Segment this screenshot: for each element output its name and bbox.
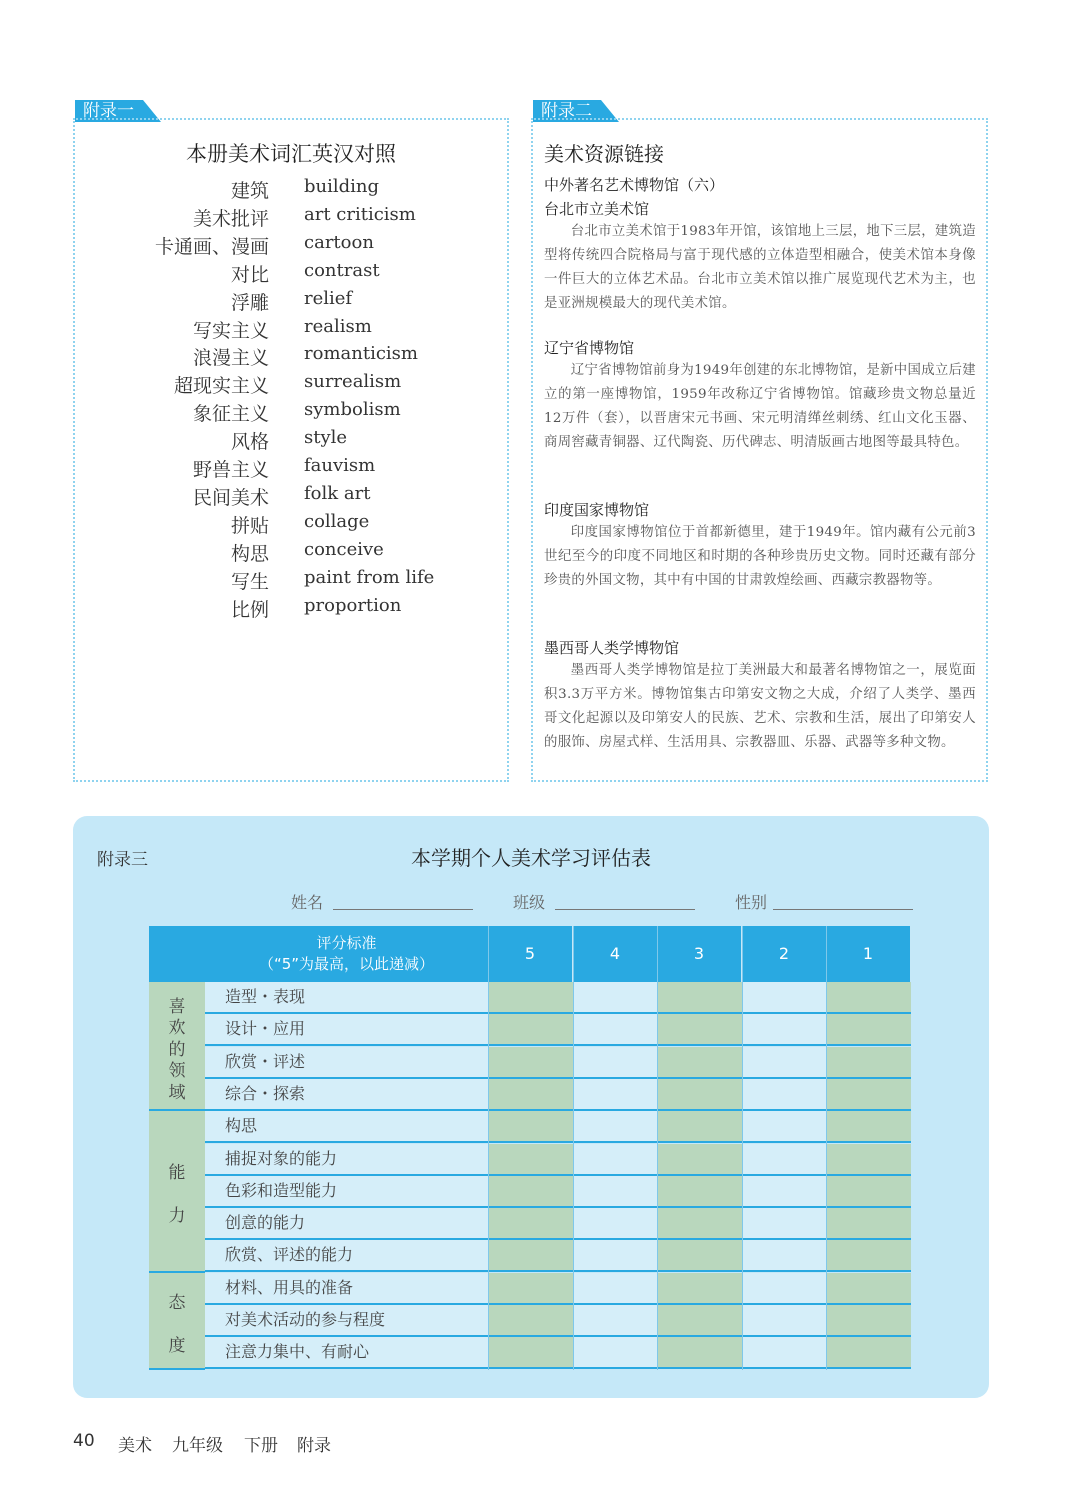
- category-label-char: 度: [168, 1335, 186, 1356]
- score-cell[interactable]: [573, 1079, 657, 1111]
- score-cell[interactable]: [826, 1014, 911, 1046]
- score-cell[interactable]: [826, 982, 911, 1014]
- vocab-chinese: 卡通画、漫画: [154, 235, 269, 258]
- class-label: 班级: [513, 893, 546, 912]
- appendix1-title: 本册美术词汇英汉对照: [186, 142, 396, 166]
- score-cell[interactable]: [742, 1047, 826, 1079]
- vocab-row: [75, 595, 507, 623]
- score-cell[interactable]: [742, 1337, 826, 1369]
- criterion-row: 构思: [205, 1111, 488, 1143]
- score-cell[interactable]: [826, 1240, 911, 1272]
- name-line[interactable]: [333, 909, 473, 910]
- vocab-chinese: 写实主义: [192, 319, 269, 342]
- column-divider: [742, 926, 743, 1370]
- vocab-row: [75, 288, 507, 316]
- score-cell[interactable]: [742, 1240, 826, 1272]
- vocab-row: [75, 567, 507, 595]
- score-cell[interactable]: [657, 1144, 742, 1176]
- score-cell[interactable]: [488, 1240, 573, 1272]
- score-cell[interactable]: [488, 1273, 573, 1305]
- footer-section: 附录: [297, 1436, 331, 1456]
- criterion-row: 对美术活动的参与程度: [205, 1305, 488, 1337]
- header-score-1: 1: [826, 926, 910, 982]
- header-criteria-line2: （“5”为最高，以此递减）: [258, 955, 435, 973]
- vocab-english: cartoon: [304, 231, 374, 253]
- vocab-chinese: 野兽主义: [192, 459, 269, 481]
- score-cell[interactable]: [573, 1144, 657, 1176]
- column-divider: [488, 926, 489, 1370]
- score-cell[interactable]: [742, 982, 826, 1014]
- score-cell[interactable]: [573, 1176, 657, 1208]
- page-number: 40: [73, 1431, 95, 1451]
- criterion-row: 捕捉对象的能力: [205, 1144, 488, 1176]
- vocab-english: proportion: [304, 594, 402, 616]
- vocab-chinese: 超现实主义: [173, 375, 269, 398]
- header-score-2: 2: [742, 926, 826, 982]
- vocab-chinese: 浪漫主义: [192, 347, 269, 370]
- vocab-row: [75, 232, 507, 260]
- appendix2-subtitle: 中外著名艺术博物馆（六）: [544, 176, 725, 194]
- category-label-char: 的: [168, 1039, 186, 1060]
- score-cell[interactable]: [826, 1273, 911, 1305]
- vocab-chinese: 象征主义: [192, 403, 269, 426]
- evaluation-table: [149, 926, 911, 1372]
- museum-description: 印度国家博物馆位于首都新德里，建于1949年。馆内藏有公元前3世纪至今的印度不同地区和时期的各种珍贵历史文物。同时还藏有部分珍贵的外国文物，其中有中国的甘肃敦煌绘画、西藏宗教器物等。: [544, 525, 976, 588]
- header-score-3: 3: [657, 926, 741, 982]
- category-label-char: 喜: [168, 996, 186, 1017]
- vocab-english: folk art: [304, 482, 371, 504]
- name-label: 姓名: [291, 893, 324, 912]
- museum-description: 墨西哥人类学博物馆是拉丁美洲最大和最著名博物馆之一，展览面积3.3万平方米。博物馆集古印第安文物之大成，介绍了人类学、墨西哥文化起源以及印第安人的民族、艺术、宗教和生活，展出了印第安人的服饰、房屋式样、生活用具、宗教器皿、乐器、武器等多种文物。: [544, 663, 976, 750]
- score-cell[interactable]: [742, 1111, 826, 1143]
- appendix2-title: 美术资源链接: [544, 142, 664, 166]
- score-cell[interactable]: [657, 1079, 742, 1111]
- appendix1-box: [73, 118, 509, 782]
- criterion-row: 欣赏・评述: [205, 1047, 488, 1079]
- score-cell[interactable]: [657, 1240, 742, 1272]
- criterion-row: 材料、用具的准备: [205, 1273, 488, 1305]
- score-cell[interactable]: [657, 1014, 742, 1046]
- vocab-row: [75, 371, 507, 399]
- score-cell[interactable]: [826, 1047, 911, 1079]
- category-label-char: 能: [168, 1163, 186, 1184]
- museum-name: 辽宁省博物馆: [544, 339, 635, 357]
- score-cell[interactable]: [573, 1208, 657, 1240]
- score-cell[interactable]: [488, 982, 573, 1014]
- gender-label: 性别: [735, 893, 768, 912]
- evaluation-panel: [73, 816, 989, 1398]
- score-cell[interactable]: [573, 1111, 657, 1143]
- score-cell[interactable]: [488, 1047, 573, 1079]
- vocab-row: [75, 511, 507, 539]
- appendix3-label: 附录三: [97, 850, 148, 870]
- criterion-row: 色彩和造型能力: [205, 1176, 488, 1208]
- score-cell[interactable]: [488, 1208, 573, 1240]
- vocab-english: conceive: [304, 538, 384, 560]
- vocab-row: [75, 399, 507, 427]
- header-corner: [149, 926, 205, 982]
- score-cell[interactable]: [657, 982, 742, 1014]
- vocab-chinese: 美术批评: [192, 207, 269, 230]
- appendix2-tab: 附录二: [533, 100, 601, 122]
- vocab-english: relief: [304, 287, 353, 309]
- vocab-english: paint from life: [304, 566, 435, 588]
- vocab-english: contrast: [304, 259, 380, 281]
- museum-description: 台北市立美术馆于1983年开馆，该馆地上三层，地下三层，建筑造型将传统四合院格局与富于现代感的立体造型相融合，使美术馆本身像一件巨大的立体艺术品。台北市立美术馆以推广展览现代艺术为主，也是亚洲规模最大的现代美术馆。: [544, 224, 976, 311]
- criterion-row: 设计・应用: [205, 1014, 488, 1046]
- category-label-char: 域: [168, 1082, 186, 1103]
- criterion-row: 欣赏、评述的能力: [205, 1240, 488, 1272]
- vocab-row: [75, 427, 507, 455]
- vocab-english: surrealism: [304, 371, 402, 393]
- score-cell[interactable]: [742, 1273, 826, 1305]
- score-cell[interactable]: [573, 1305, 657, 1337]
- header-criteria-line1: 评分标准: [316, 934, 377, 952]
- vocab-english: collage: [304, 510, 370, 532]
- vocab-row: [75, 316, 507, 344]
- score-cell[interactable]: [488, 1014, 573, 1046]
- header-criteria: [205, 926, 488, 982]
- score-cell[interactable]: [573, 1273, 657, 1305]
- criterion-row: 创意的能力: [205, 1208, 488, 1240]
- score-cell[interactable]: [742, 1208, 826, 1240]
- footer-volume: 下册: [244, 1436, 278, 1456]
- score-cell[interactable]: [657, 1111, 742, 1143]
- vocab-english: realism: [304, 315, 372, 337]
- column-divider: [826, 926, 827, 1370]
- vocab-english: romanticism: [304, 343, 418, 365]
- score-cell[interactable]: [488, 1176, 573, 1208]
- museum-name: 印度国家博物馆: [544, 501, 650, 519]
- criterion-row: 综合・探索: [205, 1079, 488, 1111]
- score-cell[interactable]: [657, 1273, 742, 1305]
- appendix1-tab: 附录一: [75, 100, 143, 122]
- vocab-row: [75, 343, 507, 371]
- vocab-english: fauvism: [304, 455, 376, 476]
- score-cell[interactable]: [826, 1337, 911, 1369]
- footer-grade: 九年级: [172, 1436, 223, 1456]
- column-divider: [573, 926, 574, 1370]
- score-cell[interactable]: [488, 1305, 573, 1337]
- score-cell[interactable]: [573, 1047, 657, 1079]
- category-label-char: 态: [168, 1292, 186, 1313]
- score-cell[interactable]: [826, 1111, 911, 1143]
- vocab-chinese: 写生: [230, 570, 269, 593]
- score-cell[interactable]: [826, 1305, 911, 1337]
- vocab-english: building: [304, 176, 380, 197]
- score-cell[interactable]: [742, 1305, 826, 1337]
- score-cell[interactable]: [657, 1337, 742, 1369]
- museum-name: 台北市立美术馆: [544, 200, 650, 218]
- score-cell[interactable]: [488, 1079, 573, 1111]
- score-cell[interactable]: [742, 1176, 826, 1208]
- score-cell[interactable]: [826, 1176, 911, 1208]
- vocab-chinese: 浮雕: [230, 291, 269, 314]
- column-divider: [657, 926, 658, 1370]
- vocab-row: [75, 176, 507, 204]
- category-label-char: 欢: [168, 1018, 186, 1039]
- class-line[interactable]: [555, 909, 695, 910]
- gender-line[interactable]: [773, 909, 913, 910]
- score-cell[interactable]: [657, 1305, 742, 1337]
- vocab-row: [75, 539, 507, 567]
- score-cell[interactable]: [573, 982, 657, 1014]
- vocab-row: [75, 483, 507, 511]
- evaluation-title: 本学期个人美术学习评估表: [411, 846, 651, 870]
- museum-name: 墨西哥人类学博物馆: [544, 639, 680, 657]
- appendix2-box: [531, 118, 988, 782]
- footer-subject: 美术: [118, 1436, 152, 1456]
- header-score-5: 5: [488, 926, 572, 982]
- criterion-row: 造型・表现: [205, 982, 488, 1014]
- category-label-char: 力: [168, 1206, 186, 1227]
- score-cell[interactable]: [488, 1337, 573, 1369]
- category-cell: [149, 1273, 205, 1370]
- score-cell[interactable]: [657, 1208, 742, 1240]
- score-cell[interactable]: [826, 1208, 911, 1240]
- vocab-chinese: 建筑: [230, 180, 269, 202]
- score-cell[interactable]: [488, 1111, 573, 1143]
- vocab-row: [75, 455, 507, 483]
- criterion-row: 注意力集中、有耐心: [205, 1337, 488, 1369]
- score-cell[interactable]: [657, 1047, 742, 1079]
- category-cell: [149, 1111, 205, 1273]
- vocab-english: symbolism: [304, 399, 401, 421]
- score-cell[interactable]: [826, 1144, 911, 1176]
- vocab-chinese: 构思: [230, 542, 269, 565]
- museum-description: 辽宁省博物馆前身为1949年创建的东北博物馆，是新中国成立后建立的第一座博物馆，1959年改称辽宁省博物馆。馆藏珍贵文物总量近12万件（套），以晋唐宋元书画、宋元明清缂丝刺绣、红山文化玉器、商周窖藏青铜器、辽代陶瓷、历代碑志、明清版画古地图等最具特色。: [544, 363, 976, 450]
- header-score-4: 4: [573, 926, 657, 982]
- score-cell[interactable]: [573, 1337, 657, 1369]
- score-cell[interactable]: [573, 1014, 657, 1046]
- vocab-english: art criticism: [304, 203, 416, 225]
- vocab-english: style: [304, 427, 348, 449]
- score-cell[interactable]: [742, 1014, 826, 1046]
- vocab-chinese: 风格: [230, 431, 269, 454]
- score-cell[interactable]: [742, 1144, 826, 1176]
- vocab-chinese: 民间美术: [192, 486, 269, 509]
- score-cell[interactable]: [742, 1079, 826, 1111]
- score-cell[interactable]: [488, 1144, 573, 1176]
- vocab-row: [75, 260, 507, 288]
- vocab-chinese: 拼贴: [230, 514, 269, 537]
- score-cell[interactable]: [573, 1240, 657, 1272]
- category-cell: [149, 982, 205, 1111]
- score-cell[interactable]: [657, 1176, 742, 1208]
- score-cell[interactable]: [826, 1079, 911, 1111]
- vocab-chinese: 比例: [230, 598, 269, 621]
- category-label-char: 领: [168, 1061, 186, 1082]
- vocab-chinese: 对比: [230, 263, 269, 286]
- vocab-row: [75, 204, 507, 232]
